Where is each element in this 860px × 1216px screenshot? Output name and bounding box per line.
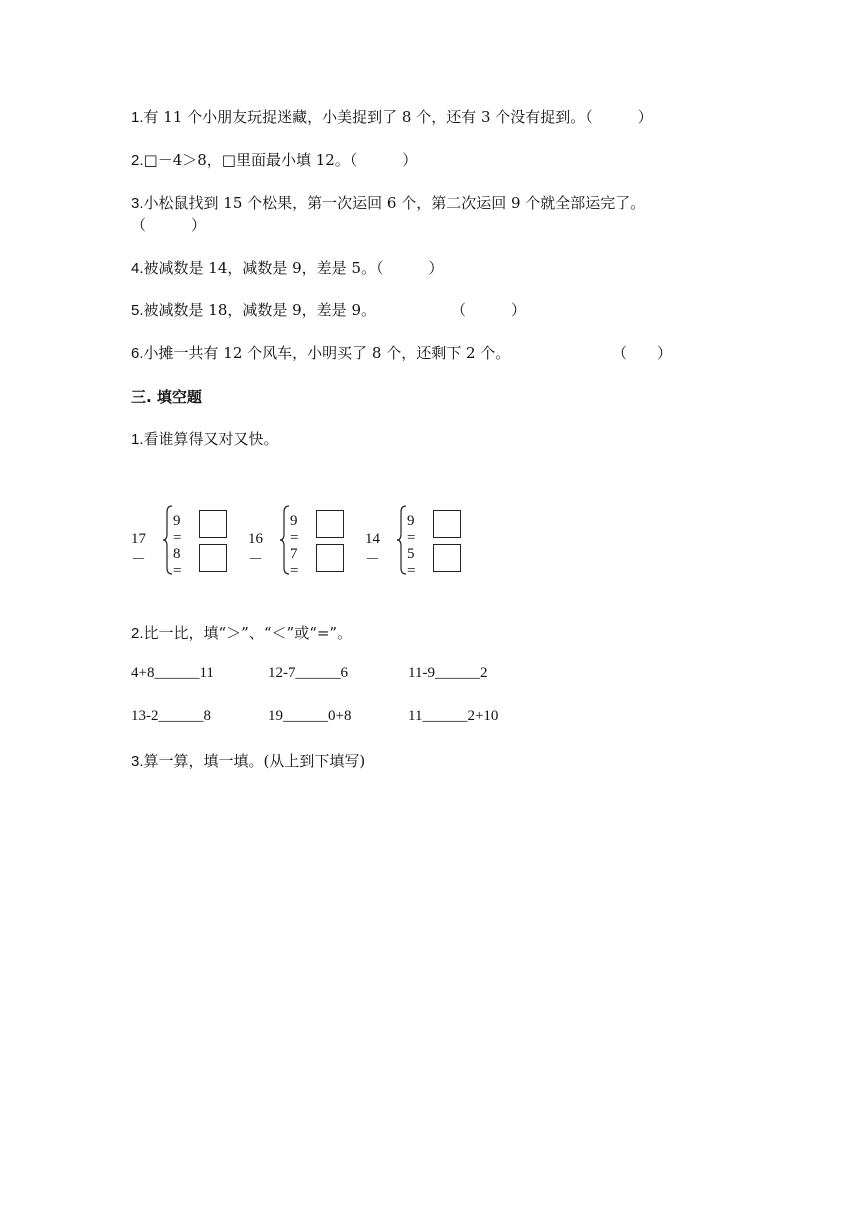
judge-item-6-answer: （ ） [612, 344, 673, 362]
item-number: 4. [131, 260, 144, 277]
section-title-fill: 三. 填空题 [131, 388, 202, 406]
calc-bottom-operand: 7 = [290, 546, 299, 579]
item-text: 被减数是 14，减数是 9，差是 5。（ ） [143, 259, 444, 277]
item-number: 1. [131, 109, 144, 126]
calc-top-operand: 9 = [173, 513, 182, 546]
judge-item-3 [131, 192, 645, 213]
calc-bottom-operand: 5 = [407, 546, 416, 579]
calc-top-operand: 9 = [290, 513, 299, 546]
answer-box[interactable] [199, 510, 227, 538]
judge-item-3-answer: （ ） [131, 216, 207, 234]
calc-top-operand: 9 = [407, 513, 416, 546]
brace-icon [280, 504, 290, 576]
item-number: 3. [131, 195, 144, 212]
item-number: 3. [131, 753, 144, 770]
answer-box[interactable] [199, 544, 227, 572]
judge-item-2 [131, 149, 417, 170]
answer-box[interactable] [433, 510, 461, 538]
fill-item-1 [131, 428, 279, 449]
item-number: 5. [131, 302, 144, 319]
calc-bottom-operand: 8 = [173, 546, 182, 579]
item-text: 小摊一共有 12 个风车，小明买了 8 个，还剩下 2 个。 [143, 344, 511, 362]
answer-box[interactable] [316, 544, 344, 572]
compare-cell: 11______2+10 [408, 708, 499, 724]
judge-item-5 [131, 299, 376, 320]
item-text: 小松鼠找到 15 个松果，第一次运回 6 个，第二次运回 9 个就全部运完了。 [143, 194, 646, 212]
item-text: 比一比，填“＞”、“＜”或“=”。 [143, 624, 353, 642]
item-number: 2. [131, 152, 144, 169]
compare-cell: 13-2______8 [131, 708, 211, 724]
item-text: 被减数是 18，减数是 9，差是 9。 [143, 301, 376, 319]
compare-cell: 11-9______2 [408, 665, 488, 681]
compare-cell: 4+8______11 [131, 665, 214, 681]
calc-base: 16－ [248, 531, 264, 568]
brace-icon [397, 504, 407, 576]
item-text: □－4＞8，□里面最小填 12。（ ） [143, 151, 418, 169]
judge-item-4 [131, 257, 444, 278]
fill-item-2 [131, 622, 352, 643]
judge-item-6 [131, 342, 510, 363]
calc-base: 14－ [365, 531, 381, 568]
compare-cell: 19______0+8 [268, 708, 352, 724]
answer-box[interactable] [433, 544, 461, 572]
calc-base: 17－ [131, 531, 147, 568]
judge-item-5-answer: （ ） [451, 301, 527, 319]
answer-box[interactable] [316, 510, 344, 538]
item-number: 1. [131, 431, 144, 448]
judge-item-1 [131, 106, 653, 127]
item-number: 2. [131, 625, 144, 642]
item-number: 6. [131, 345, 144, 362]
brace-icon [163, 504, 173, 576]
compare-cell: 12-7______6 [268, 665, 348, 681]
item-text: 有 11 个小朋友玩捉迷藏，小美捉到了 8 个，还有 3 个没有捉到。（ ） [143, 108, 653, 126]
fill-item-3 [131, 750, 365, 771]
item-text: 看谁算得又对又快。 [143, 430, 279, 448]
item-text: 算一算，填一填。(从上到下填写) [143, 752, 366, 770]
